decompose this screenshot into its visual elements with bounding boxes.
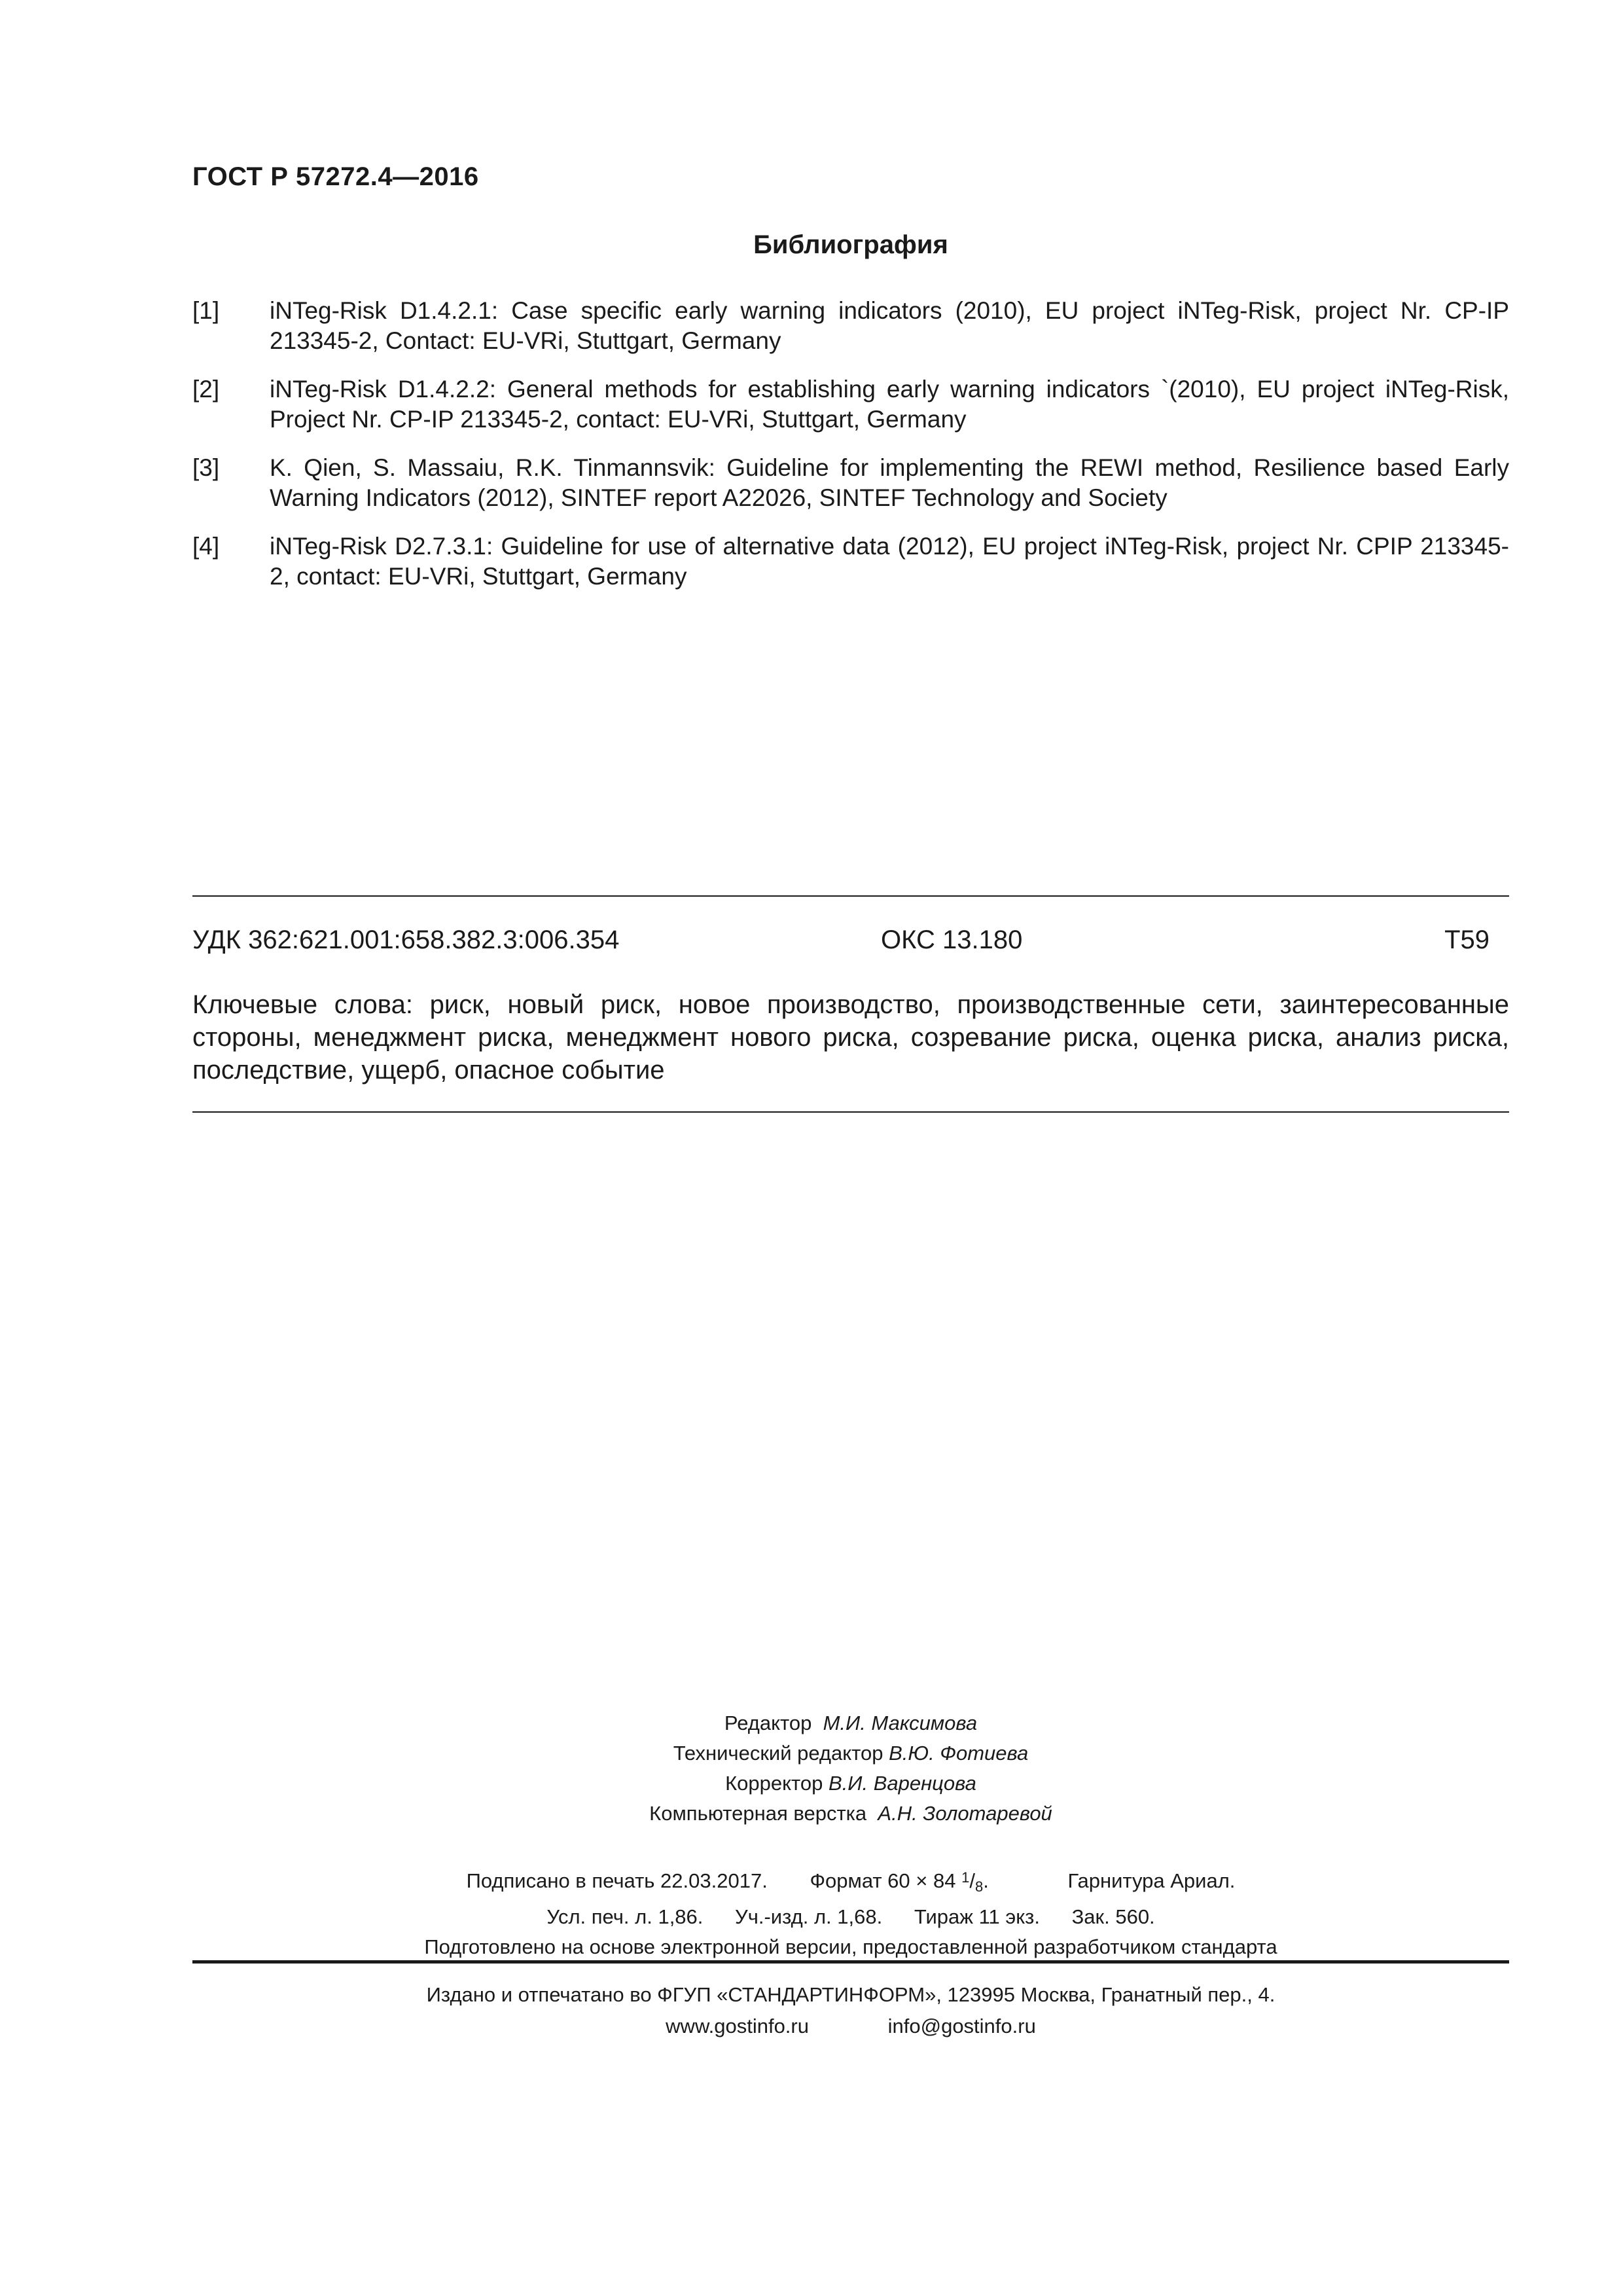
credits-block (0, 1708, 1623, 1829)
publisher-block (0, 1979, 1623, 2042)
bibliography-entry-text: iNTeg-Risk D2.7.3.1: Guideline for use of alternative data (2012), EU project iNTeg-Risk, project Nr. CPIP 213345-2, contact: EU-VRi, Stuttgart, Germany (270, 533, 1509, 590)
bibliography-entry (192, 374, 1509, 437)
format-fraction-numerator: 1 (961, 1869, 970, 1886)
bibliography-entry-text: K. Qien, S. Massaiu, R.K. Tinmannsvik: Guideline for implementing the REWI method, Resilience based Early Warning Indicators (2012), SINTEF report A22026, SINTEF Technology and Society (270, 454, 1509, 511)
keywords-bottom-divider (192, 1111, 1509, 1113)
corrector-line (0, 1768, 1623, 1799)
typeface: Гарнитура Ариал. (1067, 1869, 1236, 1892)
bibliography-entry (192, 296, 1509, 359)
bibliography-entry-text: iNTeg-Risk D1.4.2.1: Case specific early warning indicators (2010), EU project iNTeg-Risk, project Nr. CP-IP 213345-2, Contact: EU-VRi, Stuttgart, Germany (270, 297, 1509, 354)
circulation: Тираж 11 экз. (914, 1905, 1040, 1928)
keywords-text: Ключевые слова: риск, новый риск, новое производство, производственные сети, заинтересованные стороны, менеджмент риска, менеджмент нового риска, созревание риска, оценка риска, анализ риска, последствие, ущерб, опасное событие (192, 990, 1509, 1085)
order-number: Зак. 560. (1071, 1905, 1155, 1928)
print-sheets: Усл. печ. л. 1,86. (546, 1905, 704, 1928)
format-label: Формат 60 × 84 (810, 1869, 956, 1892)
signed-date: Подписано в печать 22.03.2017. (466, 1869, 768, 1892)
layout-label: Компьютерная верстка (649, 1802, 867, 1825)
corrector-label: Корректор (725, 1772, 823, 1795)
oks-code: ОКС 13.180 (881, 925, 1023, 954)
publisher-website-link[interactable]: www.gostinfo.ru (666, 2015, 809, 2037)
bibliography-entry (192, 531, 1509, 594)
prepared-note: Подготовлено на основе электронной версии, предоставленной разработчиком стандарта (424, 1935, 1277, 1958)
tech-editor-line (0, 1738, 1623, 1768)
bibliography-entry (192, 453, 1509, 516)
bibliography-entry-number: [4] (192, 533, 220, 560)
publisher-divider (192, 1960, 1509, 1964)
layout-line (0, 1799, 1623, 1829)
document-number: ГОСТ Р 57272.4—2016 (192, 162, 479, 191)
format-fraction-denominator: 8 (974, 1878, 984, 1895)
print-info-block (0, 1863, 1623, 1962)
publication-sheets: Уч.-изд. л. 1,68. (735, 1905, 883, 1928)
bibliography-title: Библиография (753, 230, 948, 259)
editor-label: Редактор (724, 1712, 812, 1734)
format-end: . (983, 1869, 989, 1892)
classification-top-divider (192, 895, 1509, 897)
publisher-line: Издано и отпечатано во ФГУП «СТАНДАРТИНФОРМ», 123995 Москва, Гранатный пер., 4. (426, 1983, 1275, 2006)
publisher-email-link[interactable]: info@gostinfo.ru (887, 2015, 1036, 2037)
editor-name: М.И. Максимова (823, 1712, 978, 1734)
bibliography-entry-number: [1] (192, 297, 220, 324)
bibliography-entry-number: [2] (192, 376, 220, 403)
editor-line (0, 1708, 1623, 1738)
layout-name: А.Н. Золотаревой (878, 1802, 1052, 1825)
print-info-line-1: Подписано в печать 22.03.2017. Формат 60 × 84 $^1$/8. Гарнитура Ариал. (466, 1869, 1236, 1895)
classifier-code: Т59 (1444, 925, 1489, 954)
udk-code: УДК 362:621.001:658.382.3:006.354 (192, 925, 620, 954)
print-info-line-2 (0, 1902, 1623, 1932)
publisher-contacts (0, 2011, 1623, 2042)
tech-editor-name: В.Ю. Фотиева (889, 1742, 1029, 1765)
tech-editor-label: Технический редактор (673, 1742, 883, 1765)
bibliography-entry-text: iNTeg-Risk D1.4.2.2: General methods for establishing early warning indicators `(2010), EU project iNTeg-Risk, Project Nr. CP-IP 213345-2, contact: EU-VRi, Stuttgart, Germany (270, 376, 1509, 433)
bibliography-list (192, 296, 1509, 610)
bibliography-entry-number: [3] (192, 454, 220, 481)
corrector-name: В.И. Варенцова (829, 1772, 976, 1795)
